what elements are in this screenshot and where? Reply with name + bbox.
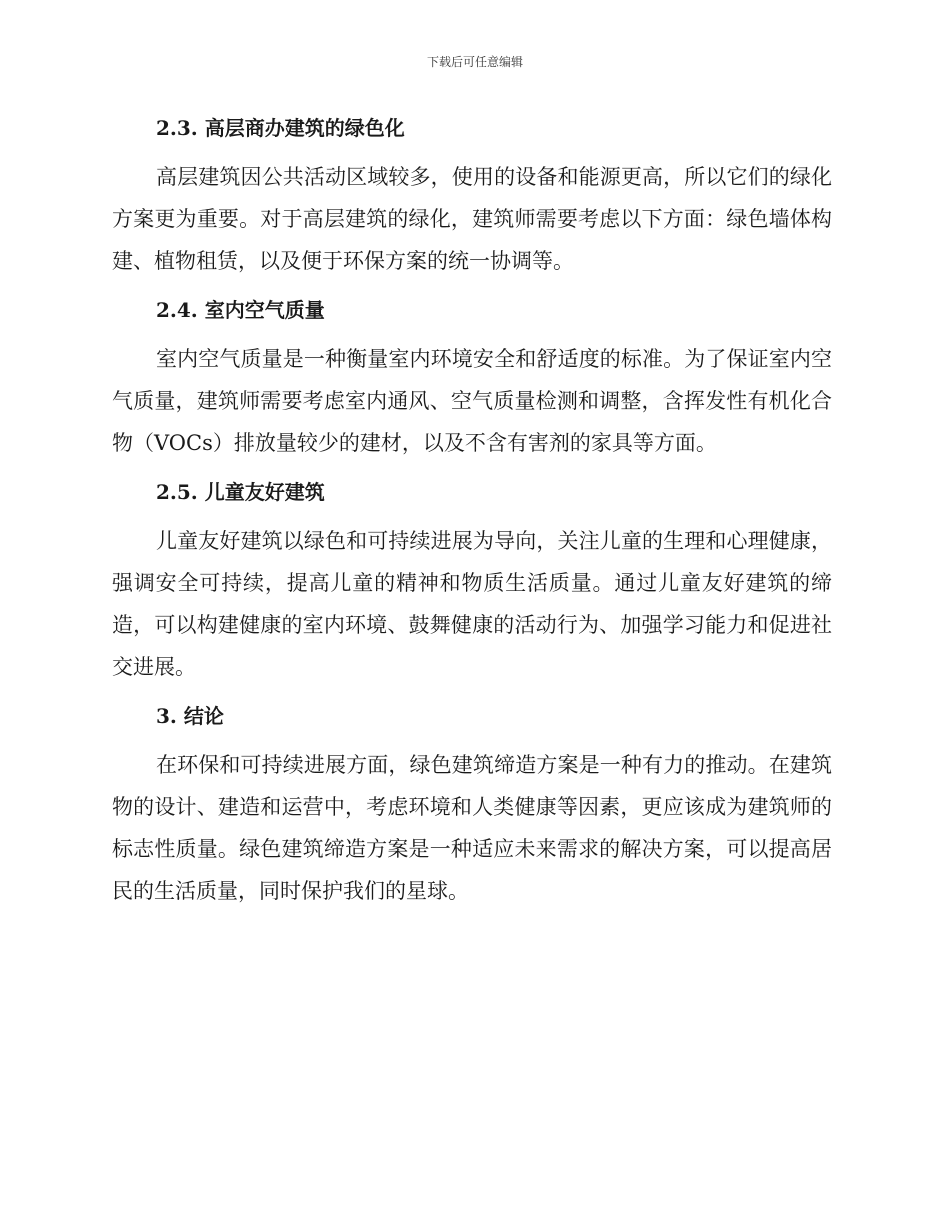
section-heading: 2.5. 儿童友好建筑 xyxy=(156,480,325,504)
section-heading: 2.3. 高层商办建筑的绿色化 xyxy=(156,116,405,140)
section-3-conclusion xyxy=(112,696,832,912)
section-paragraph: 儿童友好建筑以绿色和可持续进展为导向，关注儿童的生理和心理健康，强调安全可持续，提高儿童的精神和物质生活质量。通过儿童友好建筑的缔造，可以构建健康的室内环境、鼓舞健康的活动行为、加强学习能力和促进社交进展。 xyxy=(112,529,832,679)
section-2-5 xyxy=(112,472,832,696)
section-2-4 xyxy=(112,290,832,472)
document-body xyxy=(112,108,832,912)
section-heading: 3. 结论 xyxy=(156,704,224,728)
section-paragraph: 室内空气质量是一种衡量室内环境安全和舒适度的标准。为了保证室内空气质量，建筑师需要考虑室内通风、空气质量检测和调整，含挥发性有机化合物（VOCs）排放量较少的建材，以及不含有害剂的家具等方面。 xyxy=(112,347,832,455)
section-paragraph: 高层建筑因公共活动区域较多，使用的设备和能源更高，所以它们的绿化方案更为重要。对于高层建筑的绿化，建筑师需要考虑以下方面：绿色墙体构建、植物租赁，以及便于环保方案的统一协调等。 xyxy=(112,165,832,273)
section-2-3 xyxy=(112,108,832,290)
section-heading: 2.4. 室内空气质量 xyxy=(156,298,325,322)
section-paragraph: 在环保和可持续进展方面，绿色建筑缔造方案是一种有力的推动。在建筑物的设计、建造和运营中，考虑环境和人类健康等因素，更应该成为建筑师的标志性质量。绿色建筑缔造方案是一种适应未来需求的解决方案，可以提高居民的生活质量，同时保护我们的星球。 xyxy=(112,753,832,903)
page-header: 下载后可任意编辑 xyxy=(426,55,523,69)
